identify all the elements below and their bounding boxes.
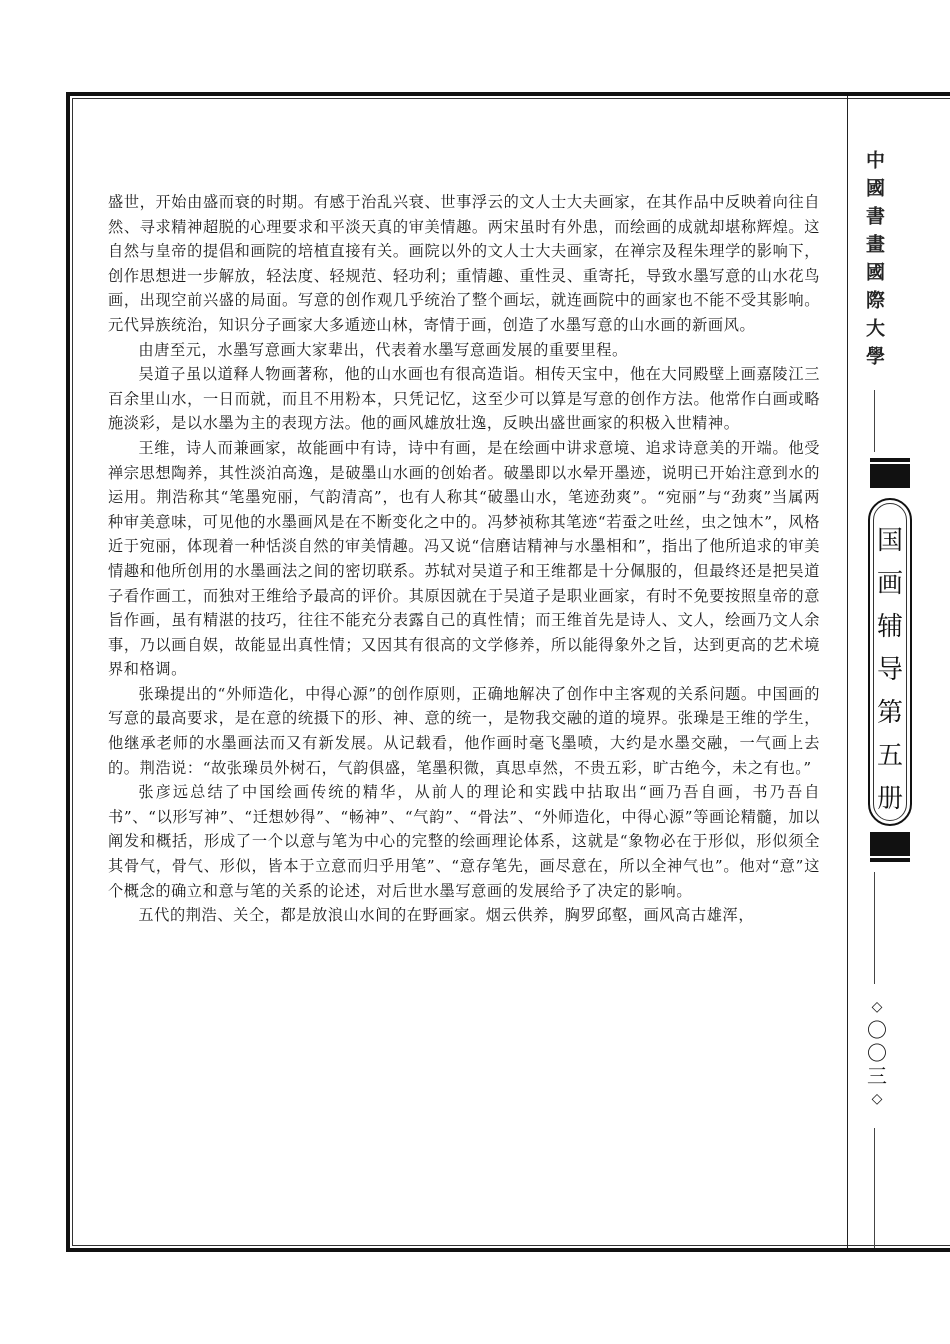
book-title-char: 导 bbox=[876, 655, 903, 685]
book-title-char: 辅 bbox=[876, 612, 903, 642]
book-title-char: 画 bbox=[876, 569, 903, 599]
book-title-block bbox=[866, 458, 912, 866]
paragraph: 五代的荆浩、关仝，都是放浪山水间的在野画家。烟云供养，胸罗邱壑，画风高古雄浑， bbox=[138, 906, 755, 925]
sidebar-rule-bottom bbox=[874, 1128, 875, 1248]
page-number-ornament: ◇ bbox=[871, 1091, 883, 1107]
paragraph: 张璪提出的“外师造化，中得心源”的创作原则，正确地解决了创作中主客观的关系问题。中国画的写意的最高要求，是在意的统摄下的形、神、意的统一，是物我交融的道的境界。张璪是王维的学生，他继承老师的水墨画法而又有新发展。从记载看，他作画时毫飞墨喷，大约是水墨交融，一气画上去的。荆浩说：“故张璪员外树石，气韵俱盛，笔墨积微，真思卓然，不贵五彩，旷古绝今，未之有也。” bbox=[108, 684, 820, 777]
sidebar-divider bbox=[847, 96, 848, 1248]
page-number-char: 三 bbox=[867, 1064, 887, 1088]
body-text bbox=[108, 190, 820, 928]
book-title-char: 国 bbox=[876, 526, 903, 556]
paragraph: 吴道子虽以道释人物画著称，他的山水画也有很高造诣。相传天宝中，他在大同殿壁上画嘉陵江三百余里山水，一日而就，而且不用粉本，只凭记忆，这至少可以算是写意的创作方法。他常作白画或略施淡彩，是以水墨为主的表现方法。他的画风雄放壮逸，反映出盛世画家的积极入世精神。 bbox=[108, 365, 820, 433]
book-title-char: 第 bbox=[876, 698, 903, 728]
page-number-ornament: ◇ bbox=[871, 999, 883, 1015]
sidebar-rule-top bbox=[874, 390, 875, 452]
page-number-char: 〇 bbox=[867, 1018, 887, 1042]
book-title bbox=[866, 520, 914, 821]
page-number bbox=[862, 996, 892, 1111]
page-number-char: 〇 bbox=[867, 1041, 887, 1065]
paragraph: 由唐至元，水墨写意画大家辈出，代表着水墨写意画发展的重要里程。 bbox=[138, 340, 628, 359]
sidebar-rule-middle bbox=[874, 872, 875, 984]
book-title-char: 册 bbox=[876, 784, 903, 814]
book-title-char: 五 bbox=[876, 741, 903, 771]
paragraph: 王维，诗人而兼画家，故能画中有诗，诗中有画，是在绘画中讲求意境、追求诗意美的开端。他受禅宗思想陶养，其性淡泊高逸，是破墨山水画的创始者。破墨即以水晕开墨迹，说明已开始注意到水的运用。荆浩称其“笔墨宛丽，气韵清高”，也有人称其“破墨山水，笔迹劲爽”。“宛丽”与“劲爽”当属两种审美意味，可见他的水墨画风是在不断变化之中的。冯梦祯称其笔迹“若蚕之吐丝，虫之蚀木”，风格近于宛丽，体现着一种恬淡自然的审美情趣。冯又说“信磨诘精神与水墨相和”，指出了他所追求的审美情趣和他所创用的水墨画法之间的密切联系。苏轼对吴道子和王维都是十分佩服的，但最终还是把吴道子看作画工，而独对王维给予最高的评价。其原因就在于吴道子是职业画家，有时不免要按照皇帝的意旨作画，虽有精湛的技巧，往往不能充分表露自己的真性情；而王维首先是诗人、文人，绘画乃文人余事，乃以画自娱，故能显出真性情；又因其有很高的文学修养，所以能得象外之旨，达到更高的艺术境界和格调。 bbox=[108, 438, 820, 679]
paragraph: 盛世，开始由盛而衰的时期。有感于治乱兴衰、世事浮云的文人士大夫画家，在其作品中反映着向往自然、寻求精神超脱的心理要求和平淡天真的审美情趣。两宋虽时有外患，而绘画的成就却堪称辉煌。这自然与皇帝的提倡和画院的培植直接有关。画院以外的文人士大夫画家，在禅宗及程朱理学的影响下，创作思想进一步解放，轻法度、轻规范、轻功利；重情趣、重性灵、重寄托，导致水墨写意的山水花鸟画，出现空前兴盛的局面。写意的创作观几乎统治了整个画坛，就连画院中的画家也不能不受其影响。元代异族统治，知识分子画家大多遁迹山林，寄情于画，创造了水墨写意的山水画的新画风。 bbox=[108, 193, 820, 334]
title-bar-bottom bbox=[870, 832, 910, 862]
paragraph: 张彦远总结了中国绘画传统的精华，从前人的理论和实践中拈取出“画乃吾自画，书乃吾自书”、“以形写神”、“迁想妙得”、“畅神”、“气韵”、“骨法”、“外师造化，中得心源”等画论精髓，加以阐发和概括，形成了一个以意与笔为中心的完整的绘画理论体系，这就是“象物必在于形似，形似须全其骨气，骨气、形似，皆本于立意而归乎用笔”、“意存笔先，画尽意在，所以全神气也”。他对“意”这个概念的确立和意与笔的关系的论述，对后世水墨写意画的发展给予了决定的影响。 bbox=[108, 783, 820, 900]
title-bar-top bbox=[870, 458, 910, 488]
series-title: 中國書畫國際大學 bbox=[863, 150, 885, 374]
